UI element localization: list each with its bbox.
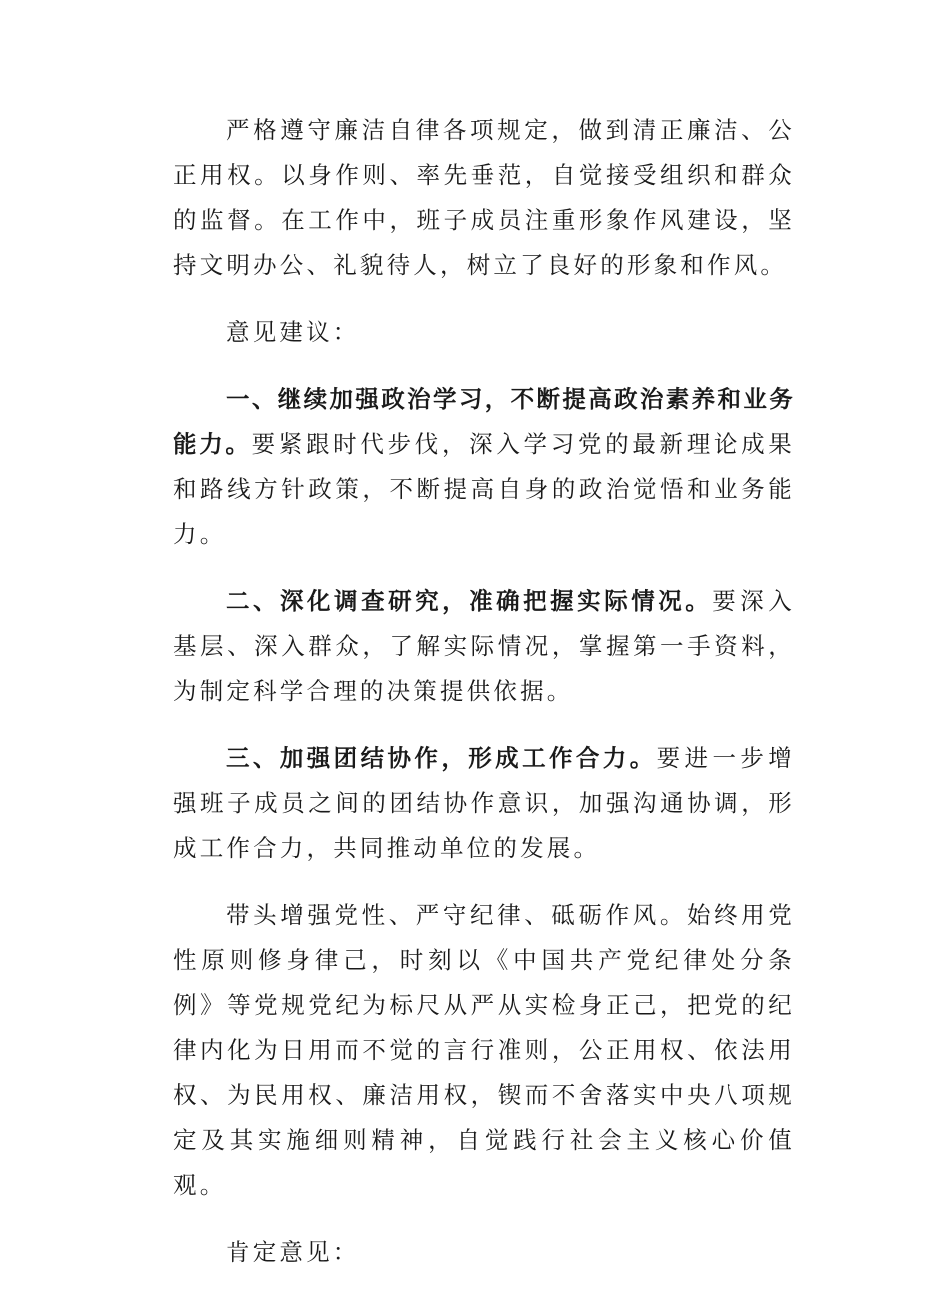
suggestion-heading: 二、深化调查研究，准确把握实际情况。 (226, 587, 713, 615)
paragraph-discipline (173, 893, 795, 1208)
paragraph-text: 肯定意见： (226, 1238, 360, 1266)
paragraph-text: 要进一步增强班子成员之间的团结协作意识，加强沟通协调，形成工作合力，共同推动单位的发展。 (173, 744, 795, 862)
paragraph-text: 意见建议： (226, 318, 360, 346)
paragraph-suggestions-label (173, 310, 795, 355)
paragraph-text: 严格遵守廉洁自律各项规定，做到清正廉洁、公正用权。以身作则、率先垂范，自觉接受组织和群众的监督。在工作中，班子成员注重形象作风建设，坚持文明办公、礼貌待人，树立了良好的形象和作风。 (173, 116, 795, 279)
document-page (173, 108, 795, 1297)
paragraph-text: 要深入基层、深入群众，了解实际情况，掌握第一手资料，为制定科学合理的决策提供依据。 (173, 587, 795, 705)
paragraph-integrity (173, 108, 795, 288)
paragraph-suggestion-3 (173, 736, 795, 871)
suggestion-heading: 一、继续加强政治学习，不断提高政治素养和业务能力。 (173, 385, 795, 458)
paragraph-suggestion-2 (173, 579, 795, 714)
paragraph-text: 要紧跟时代步伐，深入学习党的最新理论成果和路线方针政策，不断提高自身的政治觉悟和业务能力。 (173, 430, 795, 548)
suggestion-heading: 三、加强团结协作，形成工作合力。 (226, 744, 657, 772)
paragraph-suggestion-1 (173, 377, 795, 557)
paragraph-affirmation-label (173, 1230, 795, 1275)
paragraph-text: 带头增强党性、严守纪律、砥砺作风。始终用党性原则修身律己，时刻以《中国共产党纪律处分条例》等党规党纪为标尺从严从实检身正己，把党的纪律内化为日用而不觉的言行准则，公正用权、依法用权、为民用权、廉洁用权，锲而不舍落实中央八项规定及其实施细则精神，自觉践行社会主义核心价值观。 (173, 901, 795, 1199)
